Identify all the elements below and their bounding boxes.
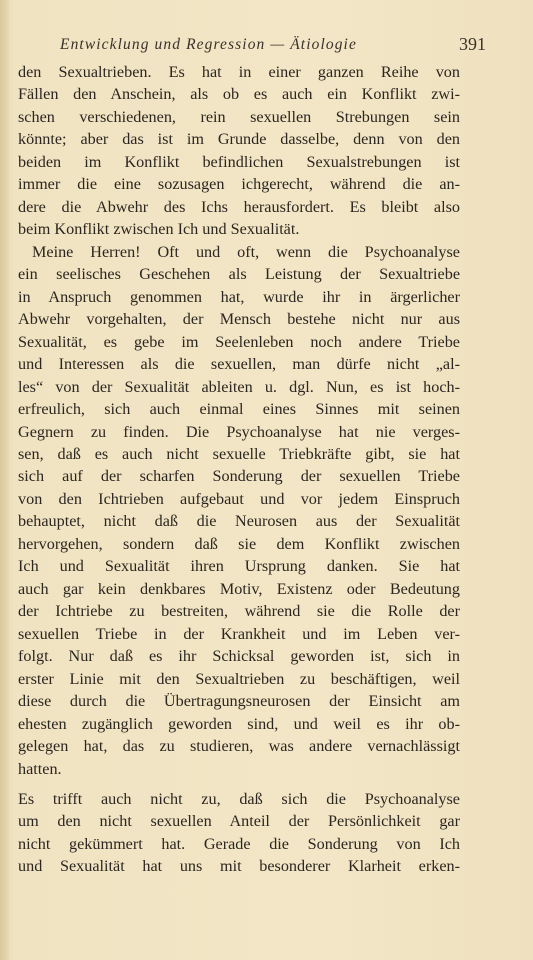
text-line: sexuellen Triebe in der Krankheit und im Leben ver- <box>18 624 460 643</box>
paragraph-1 <box>18 61 460 241</box>
text-line: um den nicht sexuellen Anteil der Persönlichkeit gar <box>18 812 460 831</box>
text-line: Es trifft auch nicht zu, daß sich die Psychoanalyse <box>18 790 460 808</box>
text-line: nicht gekümmert hat. Gerade die Sonderung von Ich <box>18 834 460 853</box>
text-line: der Ichtriebe zu bestreiten, während sie die Rolle der <box>18 602 460 621</box>
paragraph-3 <box>18 788 460 878</box>
text-line: Abwehr vorgehalten, der Mensch bestehe nicht nur aus <box>18 310 460 329</box>
paragraph-spacer <box>18 780 460 788</box>
text-line: dere die Abwehr des Ichs herausfordert. Es bleibt also <box>18 197 460 216</box>
text-line: behauptet, nicht daß die Neurosen aus der Sexualität <box>18 512 460 531</box>
text-line: Sexualität, es gebe im Seelenleben noch andere Triebe <box>18 332 460 351</box>
text-line: Meine Herren! Oft und oft, wenn die Psychoanalyse <box>32 242 460 261</box>
text-line: Fällen den Anschein, als ob es auch ein Konflikt zwi- <box>18 85 460 104</box>
text-line: gelegen hat, das zu studieren, was andere vernachlässigt <box>18 737 460 756</box>
text-line: immer die eine sozusagen ichgerecht, während die an- <box>18 175 460 194</box>
body-text <box>18 61 460 878</box>
text-line: schen verschiedenen, rein sexuellen Strebungen sein <box>18 107 460 126</box>
page-number: 391 <box>459 34 486 54</box>
text-line: beiden im Konflikt befindlichen Sexualstrebungen ist <box>18 152 460 171</box>
text-line: erfreulich, sich auch einmal eines Sinnes mit seinen <box>18 400 460 419</box>
paragraph-2 <box>18 241 460 780</box>
running-title: Entwicklung und Regression — Ätiologie <box>60 36 357 53</box>
text-line: Gegnern zu finden. Die Psychoanalyse hat nie verges- <box>18 422 460 441</box>
text-line: und Interessen als die sexuellen, man dürfe nicht „al- <box>18 355 460 374</box>
text-line: folgt. Nur daß es ihr Schicksal geworden ist, sich in <box>18 647 460 666</box>
text-line: könnte; aber das ist im Grunde dasselbe, denn von den <box>18 130 460 149</box>
text-line: hervorgehen, sondern daß sie dem Konflikt zwischen <box>18 534 460 553</box>
text-line: sich auf der scharfen Sonderung der sexuellen Triebe <box>18 467 460 486</box>
text-line: auch gar kein denkbares Motiv, Existenz oder Bedeutung <box>18 579 460 598</box>
text-line: les“ von der Sexualität ableiten u. dgl. Nun, es ist hoch- <box>18 377 460 396</box>
running-head <box>56 34 486 56</box>
text-line: in Anspruch genommen hat, wurde ihr in ärgerlicher <box>18 287 460 306</box>
text-line: Ich und Sexualität ihren Ursprung danken. Sie hat <box>18 557 460 576</box>
text-line: beim Konflikt zwischen Ich und Sexualität. <box>18 220 300 239</box>
page-gutter-edge <box>0 0 9 960</box>
text-line: hatten. <box>18 759 62 778</box>
text-line: erster Linie mit den Sexualtrieben zu beschäftigen, weil <box>18 669 460 688</box>
text-line: sen, daß es auch nicht sexuelle Triebkräfte gibt, sie hat <box>18 444 460 463</box>
text-line: und Sexualität hat uns mit besonderer Klarheit erken- <box>18 857 460 876</box>
text-line: ein seelisches Geschehen als Leistung der Sexualtriebe <box>18 265 460 284</box>
text-line: von den Ichtrieben aufgebaut und vor jedem Einspruch <box>18 489 460 508</box>
text-line: den Sexualtrieben. Es hat in einer ganzen Reihe von <box>18 63 460 81</box>
text-line: diese durch die Übertragungsneurosen der Einsicht am <box>18 692 460 711</box>
text-line: ehesten zugänglich geworden sind, und weil es ihr ob- <box>18 714 460 733</box>
